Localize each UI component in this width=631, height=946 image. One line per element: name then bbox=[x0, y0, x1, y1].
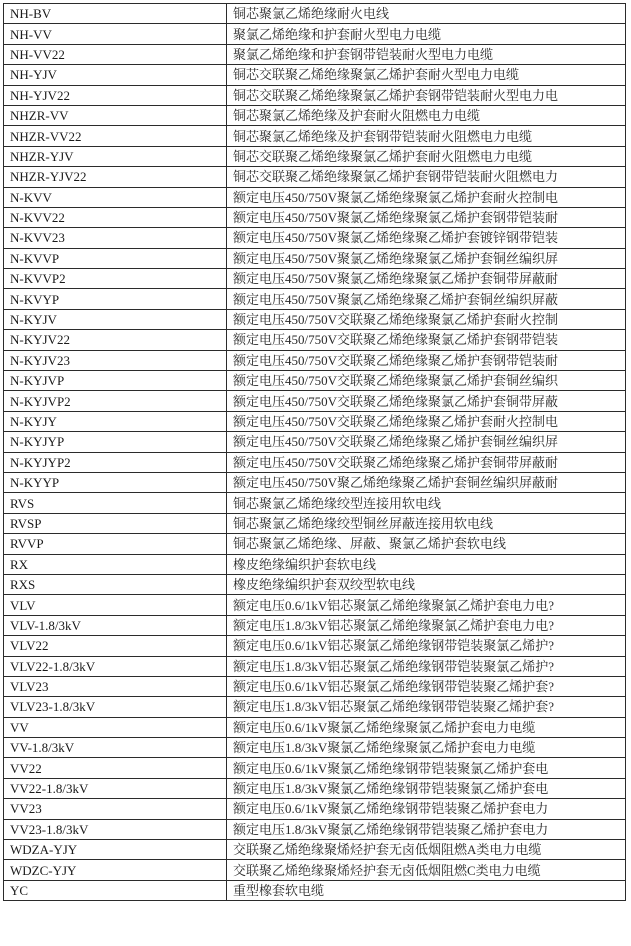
description-cell: 铜芯交联聚乙烯绝缘聚氯乙烯护套钢带铠装耐火型电力电 bbox=[227, 85, 626, 105]
table-row bbox=[4, 146, 626, 166]
description-cell: 额定电压450/750V交联聚乙烯绝缘聚氯乙烯护套钢带铠装 bbox=[227, 330, 626, 350]
description-cell: 交联聚乙烯绝缘聚烯烃护套无卤低烟阻燃A类电力电缆 bbox=[227, 840, 626, 860]
table-body bbox=[4, 4, 626, 901]
table-row bbox=[4, 4, 626, 24]
table-row bbox=[4, 615, 626, 635]
model-cell: NH-BV bbox=[4, 4, 227, 24]
model-cell: N-KVVP2 bbox=[4, 269, 227, 289]
table-row bbox=[4, 656, 626, 676]
table-row bbox=[4, 636, 626, 656]
table-row bbox=[4, 676, 626, 696]
model-cell: VLV22-1.8/3kV bbox=[4, 656, 227, 676]
description-cell: 铜芯交联聚乙烯绝缘聚氯乙烯护套钢带铠装耐火阻燃电力 bbox=[227, 167, 626, 187]
table-row bbox=[4, 860, 626, 880]
model-cell: NHZR-VV bbox=[4, 105, 227, 125]
table-row bbox=[4, 167, 626, 187]
table-row bbox=[4, 391, 626, 411]
description-cell: 额定电压0.6/1kV聚氯乙烯绝缘钢带铠装聚氯乙烯护套电 bbox=[227, 758, 626, 778]
description-cell: 聚氯乙烯绝缘和护套耐火型电力电缆 bbox=[227, 24, 626, 44]
table-row bbox=[4, 126, 626, 146]
table-row bbox=[4, 880, 626, 900]
description-cell: 铜芯聚氯乙烯绝缘及护套耐火阻燃电力电缆 bbox=[227, 105, 626, 125]
description-cell: 额定电压450/750V聚氯乙烯绝缘聚氯乙烯护套铜带屏蔽耐 bbox=[227, 269, 626, 289]
table-row bbox=[4, 248, 626, 268]
description-cell: 额定电压1.8/3kV铝芯聚氯乙烯绝缘钢带铠装聚氯乙烯护? bbox=[227, 656, 626, 676]
description-cell: 铜芯聚氯乙烯绝缘耐火电线 bbox=[227, 4, 626, 24]
model-cell: VLV23 bbox=[4, 676, 227, 696]
model-cell: VLV bbox=[4, 595, 227, 615]
table-row bbox=[4, 717, 626, 737]
model-cell: NH-VV bbox=[4, 24, 227, 44]
table-row bbox=[4, 534, 626, 554]
model-cell: NH-YJV bbox=[4, 65, 227, 85]
table-row bbox=[4, 574, 626, 594]
model-cell: N-KYJV22 bbox=[4, 330, 227, 350]
model-cell: N-KVV bbox=[4, 187, 227, 207]
description-cell: 额定电压450/750V聚氯乙烯绝缘聚氯乙烯护套钢带铠装耐 bbox=[227, 207, 626, 227]
model-cell: VV23 bbox=[4, 799, 227, 819]
table-row bbox=[4, 778, 626, 798]
model-cell: RX bbox=[4, 554, 227, 574]
table-row bbox=[4, 595, 626, 615]
model-cell: NH-YJV22 bbox=[4, 85, 227, 105]
model-cell: VLV-1.8/3kV bbox=[4, 615, 227, 635]
description-cell: 橡皮绝缘编织护套软电线 bbox=[227, 554, 626, 574]
table-row bbox=[4, 554, 626, 574]
model-cell: RVS bbox=[4, 493, 227, 513]
description-cell: 额定电压450/750V交联聚乙烯绝缘聚氯乙烯护套铜带屏蔽 bbox=[227, 391, 626, 411]
model-cell: N-KVV22 bbox=[4, 207, 227, 227]
model-cell: VLV23-1.8/3kV bbox=[4, 697, 227, 717]
model-cell: VV-1.8/3kV bbox=[4, 738, 227, 758]
description-cell: 额定电压0.6/1kV铝芯聚氯乙烯绝缘钢带铠装聚氯乙烯护? bbox=[227, 636, 626, 656]
table-row bbox=[4, 697, 626, 717]
description-cell: 额定电压450/750V交联聚乙烯绝缘聚氯乙烯护套铜丝编织 bbox=[227, 371, 626, 391]
table-row bbox=[4, 65, 626, 85]
description-cell: 额定电压450/750V交联聚乙烯绝缘聚乙烯护套铜带屏蔽耐 bbox=[227, 452, 626, 472]
description-cell: 额定电压1.8/3kV铝芯聚氯乙烯绝缘钢带铠装聚乙烯护套? bbox=[227, 697, 626, 717]
model-cell: N-KYYP bbox=[4, 472, 227, 492]
model-cell: N-KVV23 bbox=[4, 228, 227, 248]
model-cell: NHZR-YJV22 bbox=[4, 167, 227, 187]
table-row bbox=[4, 472, 626, 492]
description-cell: 额定电压450/750V聚氯乙烯绝缘聚氯乙烯护套耐火控制电 bbox=[227, 187, 626, 207]
description-cell: 额定电压450/750V聚乙烯绝缘聚乙烯护套铜丝编织屏蔽耐 bbox=[227, 472, 626, 492]
model-cell: N-KYJY bbox=[4, 411, 227, 431]
table-row bbox=[4, 330, 626, 350]
description-cell: 额定电压450/750V交联聚乙烯绝缘聚乙烯护套铜丝编织屏 bbox=[227, 432, 626, 452]
description-cell: 额定电压450/750V交联聚乙烯绝缘聚氯乙烯护套耐火控制 bbox=[227, 309, 626, 329]
model-cell: VV23-1.8/3kV bbox=[4, 819, 227, 839]
model-cell: RVSP bbox=[4, 513, 227, 533]
table-row bbox=[4, 228, 626, 248]
description-cell: 额定电压450/750V聚氯乙烯绝缘聚氯乙烯护套铜丝编织屏 bbox=[227, 248, 626, 268]
table-row bbox=[4, 105, 626, 125]
description-cell: 额定电压450/750V交联聚乙烯绝缘聚乙烯护套耐火控制电 bbox=[227, 411, 626, 431]
model-cell: NH-VV22 bbox=[4, 44, 227, 64]
model-cell: VV22-1.8/3kV bbox=[4, 778, 227, 798]
description-cell: 橡皮绝缘编织护套双绞型软电线 bbox=[227, 574, 626, 594]
description-cell: 额定电压0.6/1kV聚氯乙烯绝缘钢带铠装聚乙烯护套电力 bbox=[227, 799, 626, 819]
table-row bbox=[4, 840, 626, 860]
table-row bbox=[4, 371, 626, 391]
table-row bbox=[4, 738, 626, 758]
cable-model-table bbox=[3, 3, 626, 901]
table-row bbox=[4, 207, 626, 227]
model-cell: N-KYJVP2 bbox=[4, 391, 227, 411]
table-row bbox=[4, 289, 626, 309]
description-cell: 额定电压1.8/3kV聚氯乙烯绝缘钢带铠装聚乙烯护套电力 bbox=[227, 819, 626, 839]
table-row bbox=[4, 85, 626, 105]
description-cell: 铜芯聚氯乙烯绝缘绞型连接用软电线 bbox=[227, 493, 626, 513]
description-cell: 额定电压450/750V交联聚乙烯绝缘聚乙烯护套钢带铠装耐 bbox=[227, 350, 626, 370]
model-cell: RXS bbox=[4, 574, 227, 594]
description-cell: 重型橡套软电缆 bbox=[227, 880, 626, 900]
table-row bbox=[4, 819, 626, 839]
description-cell: 聚氯乙烯绝缘和护套钢带铠装耐火型电力电缆 bbox=[227, 44, 626, 64]
model-cell: N-KYJYP2 bbox=[4, 452, 227, 472]
description-cell: 铜芯交联聚乙烯绝缘聚氯乙烯护套耐火型电力电缆 bbox=[227, 65, 626, 85]
model-cell: N-KYJYP bbox=[4, 432, 227, 452]
model-cell: N-KVYP bbox=[4, 289, 227, 309]
table-row bbox=[4, 309, 626, 329]
model-cell: RVVP bbox=[4, 534, 227, 554]
model-cell: VV bbox=[4, 717, 227, 737]
table-row bbox=[4, 799, 626, 819]
description-cell: 铜芯聚氯乙烯绝缘绞型铜丝屏蔽连接用软电线 bbox=[227, 513, 626, 533]
model-cell: N-KVVP bbox=[4, 248, 227, 268]
model-cell: VLV22 bbox=[4, 636, 227, 656]
table-row bbox=[4, 24, 626, 44]
table-row bbox=[4, 411, 626, 431]
description-cell: 额定电压0.6/1kV聚氯乙烯绝缘聚氯乙烯护套电力电缆 bbox=[227, 717, 626, 737]
table-row bbox=[4, 513, 626, 533]
description-cell: 铜芯交联聚乙烯绝缘聚氯乙烯护套耐火阻燃电力电缆 bbox=[227, 146, 626, 166]
table-row bbox=[4, 452, 626, 472]
description-cell: 额定电压450/750V聚氯乙烯绝缘聚乙烯护套铜丝编织屏蔽 bbox=[227, 289, 626, 309]
model-cell: N-KYJV bbox=[4, 309, 227, 329]
table-row bbox=[4, 44, 626, 64]
description-cell: 额定电压450/750V聚氯乙烯绝缘聚乙烯护套镀锌钢带铠装 bbox=[227, 228, 626, 248]
table-row bbox=[4, 269, 626, 289]
description-cell: 铜芯聚氯乙烯绝缘、屏蔽、聚氯乙烯护套软电线 bbox=[227, 534, 626, 554]
description-cell: 额定电压0.6/1kV铝芯聚氯乙烯绝缘聚氯乙烯护套电力电? bbox=[227, 595, 626, 615]
table-row bbox=[4, 432, 626, 452]
description-cell: 额定电压1.8/3kV聚氯乙烯绝缘钢带铠装聚氯乙烯护套电 bbox=[227, 778, 626, 798]
model-cell: NHZR-YJV bbox=[4, 146, 227, 166]
description-cell: 交联聚乙烯绝缘聚烯烃护套无卤低烟阻燃C类电力电缆 bbox=[227, 860, 626, 880]
description-cell: 铜芯聚氯乙烯绝缘及护套钢带铠装耐火阻燃电力电缆 bbox=[227, 126, 626, 146]
model-cell: NHZR-VV22 bbox=[4, 126, 227, 146]
table-row bbox=[4, 493, 626, 513]
model-cell: WDZC-YJY bbox=[4, 860, 227, 880]
description-cell: 额定电压0.6/1kV铝芯聚氯乙烯绝缘钢带铠装聚乙烯护套? bbox=[227, 676, 626, 696]
description-cell: 额定电压1.8/3kV聚氯乙烯绝缘聚氯乙烯护套电力电缆 bbox=[227, 738, 626, 758]
model-cell: N-KYJVP bbox=[4, 371, 227, 391]
model-cell: N-KYJV23 bbox=[4, 350, 227, 370]
model-cell: YC bbox=[4, 880, 227, 900]
table-row bbox=[4, 187, 626, 207]
model-cell: VV22 bbox=[4, 758, 227, 778]
table-row bbox=[4, 758, 626, 778]
model-cell: WDZA-YJY bbox=[4, 840, 227, 860]
description-cell: 额定电压1.8/3kV铝芯聚氯乙烯绝缘聚氯乙烯护套电力电? bbox=[227, 615, 626, 635]
table-row bbox=[4, 350, 626, 370]
